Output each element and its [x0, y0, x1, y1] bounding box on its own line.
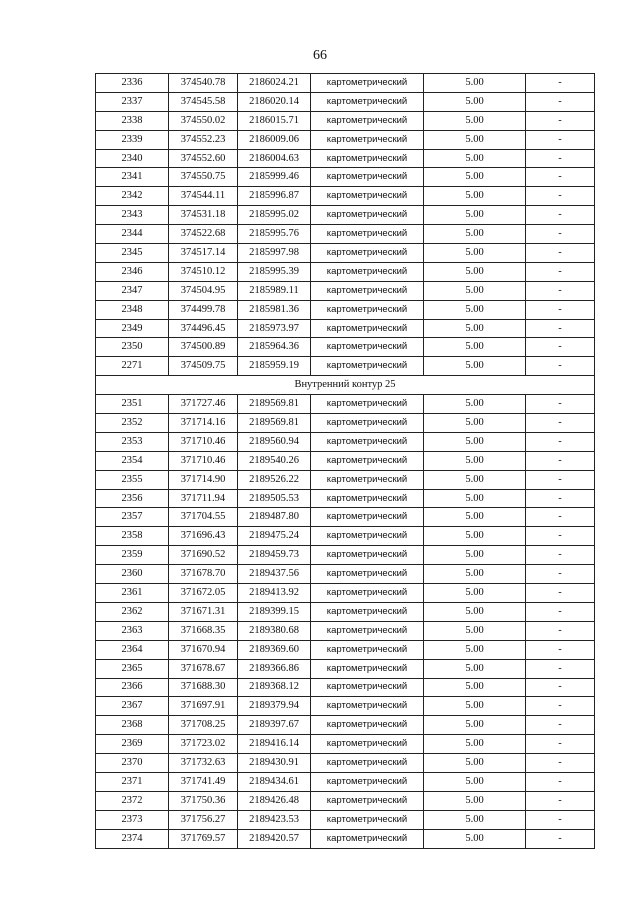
y-coordinate-cell: 2185997.98 — [238, 244, 311, 263]
accuracy-cell: 5.00 — [424, 772, 526, 791]
y-coordinate-cell: 2185995.76 — [238, 225, 311, 244]
x-coordinate-cell: 371710.46 — [169, 432, 238, 451]
method-cell: картометрический — [311, 584, 424, 603]
x-coordinate-cell: 374510.12 — [169, 262, 238, 281]
description-cell: - — [526, 489, 595, 508]
description-cell: - — [526, 414, 595, 433]
method-cell: картометрический — [311, 168, 424, 187]
table-row — [96, 187, 595, 206]
method-cell: картометрический — [311, 527, 424, 546]
accuracy-cell: 5.00 — [424, 508, 526, 527]
point-number-cell: 2374 — [96, 829, 169, 848]
x-coordinate-cell: 371688.30 — [169, 678, 238, 697]
table-row — [96, 130, 595, 149]
point-number-cell: 2365 — [96, 659, 169, 678]
table-row — [96, 244, 595, 263]
x-coordinate-cell: 371704.55 — [169, 508, 238, 527]
description-cell: - — [526, 395, 595, 414]
accuracy-cell: 5.00 — [424, 414, 526, 433]
point-number-cell: 2341 — [96, 168, 169, 187]
table-row — [96, 319, 595, 338]
table-row — [96, 565, 595, 584]
point-number-cell: 2351 — [96, 395, 169, 414]
point-number-cell: 2339 — [96, 130, 169, 149]
x-coordinate-cell: 371668.35 — [169, 621, 238, 640]
x-coordinate-cell: 371727.46 — [169, 395, 238, 414]
point-number-cell: 2362 — [96, 602, 169, 621]
y-coordinate-cell: 2185989.11 — [238, 281, 311, 300]
x-coordinate-cell: 371670.94 — [169, 640, 238, 659]
x-coordinate-cell: 371678.70 — [169, 565, 238, 584]
x-coordinate-cell: 371714.16 — [169, 414, 238, 433]
table-row — [96, 225, 595, 244]
accuracy-cell: 5.00 — [424, 489, 526, 508]
table-row — [96, 791, 595, 810]
point-number-cell: 2372 — [96, 791, 169, 810]
method-cell: картометрический — [311, 187, 424, 206]
description-cell: - — [526, 111, 595, 130]
table-row — [96, 206, 595, 225]
description-cell: - — [526, 74, 595, 93]
x-coordinate-cell: 371723.02 — [169, 735, 238, 754]
table-row — [96, 716, 595, 735]
point-number-cell: 2344 — [96, 225, 169, 244]
method-cell: картометрический — [311, 754, 424, 773]
point-number-cell: 2348 — [96, 300, 169, 319]
x-coordinate-cell: 374517.14 — [169, 244, 238, 263]
x-coordinate-cell: 374544.11 — [169, 187, 238, 206]
accuracy-cell: 5.00 — [424, 829, 526, 848]
description-cell: - — [526, 319, 595, 338]
y-coordinate-cell: 2189437.56 — [238, 565, 311, 584]
method-cell: картометрический — [311, 791, 424, 810]
x-coordinate-cell: 374500.89 — [169, 338, 238, 357]
x-coordinate-cell: 371671.31 — [169, 602, 238, 621]
description-cell: - — [526, 357, 595, 376]
accuracy-cell: 5.00 — [424, 697, 526, 716]
table-row — [96, 621, 595, 640]
y-coordinate-cell: 2185981.36 — [238, 300, 311, 319]
accuracy-cell: 5.00 — [424, 206, 526, 225]
description-cell: - — [526, 149, 595, 168]
y-coordinate-cell: 2189475.24 — [238, 527, 311, 546]
x-coordinate-cell: 374545.58 — [169, 92, 238, 111]
x-coordinate-cell: 371710.46 — [169, 451, 238, 470]
y-coordinate-cell: 2189487.80 — [238, 508, 311, 527]
method-cell: картометрический — [311, 678, 424, 697]
table-row — [96, 111, 595, 130]
accuracy-cell: 5.00 — [424, 470, 526, 489]
description-cell: - — [526, 791, 595, 810]
accuracy-cell: 5.00 — [424, 602, 526, 621]
point-number-cell: 2367 — [96, 697, 169, 716]
method-cell: картометрический — [311, 565, 424, 584]
accuracy-cell: 5.00 — [424, 187, 526, 206]
accuracy-cell: 5.00 — [424, 584, 526, 603]
point-number-cell: 2338 — [96, 111, 169, 130]
y-coordinate-cell: 2189416.14 — [238, 735, 311, 754]
x-coordinate-cell: 371696.43 — [169, 527, 238, 546]
table-row — [96, 640, 595, 659]
method-cell: картометрический — [311, 357, 424, 376]
y-coordinate-cell: 2189399.15 — [238, 602, 311, 621]
point-number-cell: 2363 — [96, 621, 169, 640]
x-coordinate-cell: 374552.60 — [169, 149, 238, 168]
method-cell: картометрический — [311, 130, 424, 149]
description-cell: - — [526, 829, 595, 848]
description-cell: - — [526, 168, 595, 187]
accuracy-cell: 5.00 — [424, 395, 526, 414]
accuracy-cell: 5.00 — [424, 319, 526, 338]
method-cell: картометрический — [311, 716, 424, 735]
description-cell: - — [526, 735, 595, 754]
description-cell: - — [526, 300, 595, 319]
method-cell: картометрический — [311, 508, 424, 527]
x-coordinate-cell: 374531.18 — [169, 206, 238, 225]
description-cell: - — [526, 546, 595, 565]
y-coordinate-cell: 2189569.81 — [238, 414, 311, 433]
description-cell: - — [526, 565, 595, 584]
x-coordinate-cell: 371732.63 — [169, 754, 238, 773]
x-coordinate-cell: 374499.78 — [169, 300, 238, 319]
description-cell: - — [526, 716, 595, 735]
point-number-cell: 2352 — [96, 414, 169, 433]
accuracy-cell: 5.00 — [424, 300, 526, 319]
description-cell: - — [526, 621, 595, 640]
table-row — [96, 697, 595, 716]
method-cell: картометрический — [311, 432, 424, 451]
y-coordinate-cell: 2185996.87 — [238, 187, 311, 206]
y-coordinate-cell: 2185999.46 — [238, 168, 311, 187]
accuracy-cell: 5.00 — [424, 659, 526, 678]
method-cell: картометрический — [311, 659, 424, 678]
table-body-part1 — [96, 74, 595, 376]
accuracy-cell: 5.00 — [424, 244, 526, 263]
accuracy-cell: 5.00 — [424, 168, 526, 187]
table-row — [96, 546, 595, 565]
accuracy-cell: 5.00 — [424, 565, 526, 584]
method-cell: картометрический — [311, 244, 424, 263]
y-coordinate-cell: 2189426.48 — [238, 791, 311, 810]
description-cell: - — [526, 281, 595, 300]
accuracy-cell: 5.00 — [424, 621, 526, 640]
x-coordinate-cell: 371769.57 — [169, 829, 238, 848]
accuracy-cell: 5.00 — [424, 338, 526, 357]
point-number-cell: 2355 — [96, 470, 169, 489]
x-coordinate-cell: 371672.05 — [169, 584, 238, 603]
method-cell: картометрический — [311, 735, 424, 754]
y-coordinate-cell: 2185995.39 — [238, 262, 311, 281]
accuracy-cell: 5.00 — [424, 111, 526, 130]
description-cell: - — [526, 244, 595, 263]
table-body-part2 — [96, 395, 595, 848]
point-number-cell: 2336 — [96, 74, 169, 93]
method-cell: картометрический — [311, 640, 424, 659]
method-cell: картометрический — [311, 395, 424, 414]
description-cell: - — [526, 810, 595, 829]
table-row — [96, 414, 595, 433]
point-number-cell: 2354 — [96, 451, 169, 470]
x-coordinate-cell: 374522.68 — [169, 225, 238, 244]
table-row — [96, 451, 595, 470]
method-cell: картометрический — [311, 772, 424, 791]
table-row — [96, 300, 595, 319]
method-cell: картометрический — [311, 621, 424, 640]
method-cell: картометрический — [311, 810, 424, 829]
point-number-cell: 2371 — [96, 772, 169, 791]
y-coordinate-cell: 2189560.94 — [238, 432, 311, 451]
accuracy-cell: 5.00 — [424, 74, 526, 93]
y-coordinate-cell: 2186004.63 — [238, 149, 311, 168]
table-row — [96, 357, 595, 376]
description-cell: - — [526, 225, 595, 244]
y-coordinate-cell: 2189569.81 — [238, 395, 311, 414]
point-number-cell: 2349 — [96, 319, 169, 338]
table-row — [96, 489, 595, 508]
accuracy-cell: 5.00 — [424, 640, 526, 659]
method-cell: картометрический — [311, 697, 424, 716]
y-coordinate-cell: 2189366.86 — [238, 659, 311, 678]
x-coordinate-cell: 374540.78 — [169, 74, 238, 93]
y-coordinate-cell: 2186015.71 — [238, 111, 311, 130]
y-coordinate-cell: 2186020.14 — [238, 92, 311, 111]
y-coordinate-cell: 2189420.57 — [238, 829, 311, 848]
point-number-cell: 2271 — [96, 357, 169, 376]
description-cell: - — [526, 678, 595, 697]
table-row — [96, 395, 595, 414]
table-row — [96, 168, 595, 187]
x-coordinate-cell: 371750.36 — [169, 791, 238, 810]
y-coordinate-cell: 2189540.26 — [238, 451, 311, 470]
x-coordinate-cell: 374552.23 — [169, 130, 238, 149]
y-coordinate-cell: 2189423.53 — [238, 810, 311, 829]
y-coordinate-cell: 2186009.06 — [238, 130, 311, 149]
x-coordinate-cell: 371714.90 — [169, 470, 238, 489]
point-number-cell: 2347 — [96, 281, 169, 300]
description-cell: - — [526, 470, 595, 489]
method-cell: картометрический — [311, 281, 424, 300]
table-row — [96, 602, 595, 621]
method-cell: картометрический — [311, 74, 424, 93]
x-coordinate-cell: 371708.25 — [169, 716, 238, 735]
x-coordinate-cell: 371756.27 — [169, 810, 238, 829]
description-cell: - — [526, 697, 595, 716]
accuracy-cell: 5.00 — [424, 735, 526, 754]
accuracy-cell: 5.00 — [424, 130, 526, 149]
description-cell: - — [526, 640, 595, 659]
accuracy-cell: 5.00 — [424, 754, 526, 773]
description-cell: - — [526, 92, 595, 111]
accuracy-cell: 5.00 — [424, 357, 526, 376]
point-number-cell: 2359 — [96, 546, 169, 565]
description-cell: - — [526, 772, 595, 791]
point-number-cell: 2358 — [96, 527, 169, 546]
table-row — [96, 659, 595, 678]
table-row — [96, 281, 595, 300]
point-number-cell: 2368 — [96, 716, 169, 735]
method-cell: картометрический — [311, 414, 424, 433]
accuracy-cell: 5.00 — [424, 149, 526, 168]
description-cell: - — [526, 451, 595, 470]
table-row — [96, 432, 595, 451]
description-cell: - — [526, 584, 595, 603]
description-cell: - — [526, 754, 595, 773]
description-cell: - — [526, 262, 595, 281]
method-cell: картометрический — [311, 262, 424, 281]
y-coordinate-cell: 2189526.22 — [238, 470, 311, 489]
table-row — [96, 527, 595, 546]
method-cell: картометрический — [311, 338, 424, 357]
description-cell: - — [526, 527, 595, 546]
x-coordinate-cell: 371741.49 — [169, 772, 238, 791]
table-row — [96, 74, 595, 93]
accuracy-cell: 5.00 — [424, 92, 526, 111]
point-number-cell: 2342 — [96, 187, 169, 206]
point-number-cell: 2369 — [96, 735, 169, 754]
table-row — [96, 810, 595, 829]
table-row — [96, 678, 595, 697]
table-row — [96, 735, 595, 754]
accuracy-cell: 5.00 — [424, 546, 526, 565]
table-section-header — [96, 376, 595, 395]
table-row — [96, 829, 595, 848]
y-coordinate-cell: 2189368.12 — [238, 678, 311, 697]
accuracy-cell: 5.00 — [424, 678, 526, 697]
method-cell: картометрический — [311, 92, 424, 111]
page-number: 66 — [313, 48, 327, 63]
y-coordinate-cell: 2185973.97 — [238, 319, 311, 338]
table-row — [96, 754, 595, 773]
accuracy-cell: 5.00 — [424, 810, 526, 829]
table-row — [96, 92, 595, 111]
y-coordinate-cell: 2185959.19 — [238, 357, 311, 376]
x-coordinate-cell: 371690.52 — [169, 546, 238, 565]
description-cell: - — [526, 508, 595, 527]
y-coordinate-cell: 2185964.36 — [238, 338, 311, 357]
description-cell: - — [526, 187, 595, 206]
method-cell: картометрический — [311, 149, 424, 168]
section-title: Внутренний контур 25 — [96, 376, 595, 395]
accuracy-cell: 5.00 — [424, 281, 526, 300]
description-cell: - — [526, 338, 595, 357]
table-row — [96, 338, 595, 357]
point-number-cell: 2340 — [96, 149, 169, 168]
point-number-cell: 2364 — [96, 640, 169, 659]
y-coordinate-cell: 2186024.21 — [238, 74, 311, 93]
y-coordinate-cell: 2189459.73 — [238, 546, 311, 565]
accuracy-cell: 5.00 — [424, 716, 526, 735]
point-number-cell: 2370 — [96, 754, 169, 773]
section-row — [96, 376, 595, 395]
y-coordinate-cell: 2189379.94 — [238, 697, 311, 716]
x-coordinate-cell: 374509.75 — [169, 357, 238, 376]
point-number-cell: 2357 — [96, 508, 169, 527]
accuracy-cell: 5.00 — [424, 451, 526, 470]
x-coordinate-cell: 371711.94 — [169, 489, 238, 508]
accuracy-cell: 5.00 — [424, 432, 526, 451]
method-cell: картометрический — [311, 451, 424, 470]
method-cell: картометрический — [311, 300, 424, 319]
description-cell: - — [526, 659, 595, 678]
description-cell: - — [526, 432, 595, 451]
y-coordinate-cell: 2189413.92 — [238, 584, 311, 603]
x-coordinate-cell: 374496.45 — [169, 319, 238, 338]
x-coordinate-cell: 371678.67 — [169, 659, 238, 678]
point-number-cell: 2345 — [96, 244, 169, 263]
x-coordinate-cell: 374550.02 — [169, 111, 238, 130]
x-coordinate-cell: 371697.91 — [169, 697, 238, 716]
method-cell: картометрический — [311, 319, 424, 338]
point-number-cell: 2373 — [96, 810, 169, 829]
point-number-cell: 2346 — [96, 262, 169, 281]
x-coordinate-cell: 374504.95 — [169, 281, 238, 300]
point-number-cell: 2343 — [96, 206, 169, 225]
point-number-cell: 2356 — [96, 489, 169, 508]
table-row — [96, 584, 595, 603]
x-coordinate-cell: 374550.75 — [169, 168, 238, 187]
table-row — [96, 470, 595, 489]
accuracy-cell: 5.00 — [424, 527, 526, 546]
y-coordinate-cell: 2189505.53 — [238, 489, 311, 508]
description-cell: - — [526, 130, 595, 149]
method-cell: картометрический — [311, 111, 424, 130]
method-cell: картометрический — [311, 206, 424, 225]
coordinates-table — [95, 73, 595, 849]
table-row — [96, 772, 595, 791]
y-coordinate-cell: 2189430.91 — [238, 754, 311, 773]
method-cell: картометрический — [311, 546, 424, 565]
point-number-cell: 2366 — [96, 678, 169, 697]
y-coordinate-cell: 2189434.61 — [238, 772, 311, 791]
method-cell: картометрический — [311, 829, 424, 848]
table-row — [96, 262, 595, 281]
y-coordinate-cell: 2189369.60 — [238, 640, 311, 659]
accuracy-cell: 5.00 — [424, 791, 526, 810]
method-cell: картометрический — [311, 489, 424, 508]
point-number-cell: 2337 — [96, 92, 169, 111]
description-cell: - — [526, 206, 595, 225]
point-number-cell: 2350 — [96, 338, 169, 357]
y-coordinate-cell: 2189380.68 — [238, 621, 311, 640]
point-number-cell: 2360 — [96, 565, 169, 584]
table-row — [96, 508, 595, 527]
method-cell: картометрический — [311, 470, 424, 489]
accuracy-cell: 5.00 — [424, 262, 526, 281]
table-row — [96, 149, 595, 168]
y-coordinate-cell: 2189397.67 — [238, 716, 311, 735]
y-coordinate-cell: 2185995.02 — [238, 206, 311, 225]
method-cell: картометрический — [311, 225, 424, 244]
description-cell: - — [526, 602, 595, 621]
point-number-cell: 2361 — [96, 584, 169, 603]
point-number-cell: 2353 — [96, 432, 169, 451]
method-cell: картометрический — [311, 602, 424, 621]
accuracy-cell: 5.00 — [424, 225, 526, 244]
